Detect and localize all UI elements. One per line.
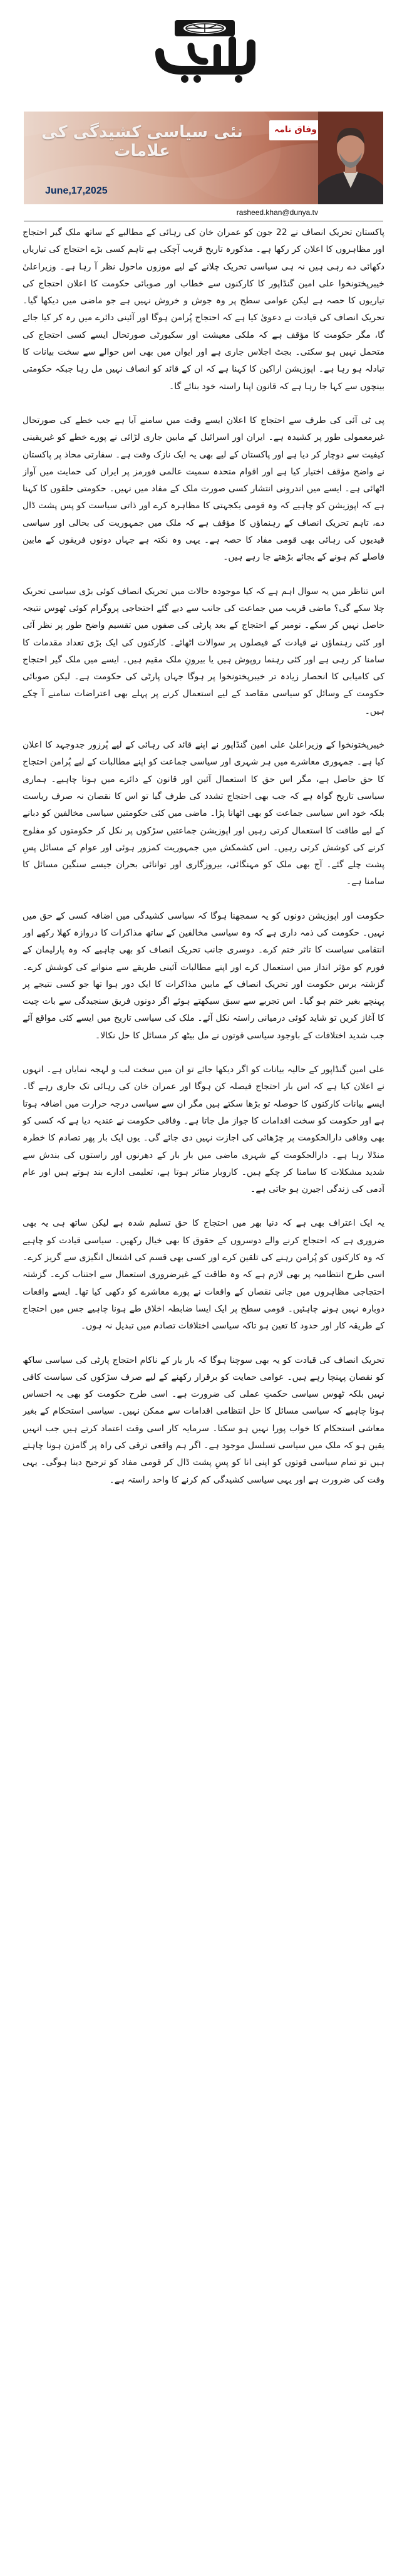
author-email[interactable]: rasheed.khan@dunya.tv xyxy=(236,208,318,217)
publish-date: June,17,2025 xyxy=(45,185,108,196)
brand-badge xyxy=(269,120,322,140)
column-title: نئی سیاسی کشیدگی کی علامات xyxy=(41,123,243,160)
article-paragraph: علی امین گنڈاپور کے حالیہ بیانات کو اگر دیکھا جائے تو ان میں سخت لب و لہجہ نمایاں ہے۔ انہوں نے اعلان کیا ہے کہ اس بار احتجاج فیصلہ کن ہوگا اور عمران خان کی رہائی تک جاری رہے گا۔ ایسے بیانات کارکنوں کا حوصلہ تو بڑھا سکتے ہیں مگر ان سے سیاسی درجہ حرارت میں اضافہ ہوتا ہے اور حکومت کو سخت اقدامات کا جواز مل جاتا ہے۔ وفاقی حکومت نے عندیہ دیا ہے کہ کسی کو بھی وفاقی دارالحکومت پر چڑھائی کی اجازت نہیں دی جائے گی۔ یوں ایک بار پھر تصادم کا خطرہ منڈلا رہا ہے۔ دارالحکومت کے شہری ماضی میں بار بار کے دھرنوں اور راستوں کی بندش سے شدید مشکلات کا سامنا کر چکے ہیں۔ کاروبار متاثر ہوتا ہے، تعلیمی ادارے بند ہوتے ہیں اور عام آدمی کی زندگی اجیرن ہو جاتی ہے۔ xyxy=(23,1065,384,1195)
column-header-banner xyxy=(24,112,383,204)
byline-bar xyxy=(24,204,383,222)
article-paragraph: پی ٹی آئی کی طرف سے احتجاج کا اعلان ایسے وقت میں سامنے آیا ہے جب خطے کی صورتحال غیرمعمولی طور پر کشیدہ ہے۔ ایران اور اسرائیل کے مابین جاری لڑائی نے پورے خطے کو غیریقینی کیفیت سے دوچار کر دیا ہے اور پاکستان کے لیے بھی یہ ایک نازک وقت ہے۔ سفارتی محاذ پر پاکستان نے واضح مؤقف اختیار کیا ہے اور اقوام متحدہ سمیت عالمی فورمز پر ایران کی حمایت میں آواز اٹھائی ہے۔ ایسے میں اندرونی انتشار کسی صورت ملک کے مفاد میں نہیں۔ حکومتی حلقوں کا کہنا ہے کہ اپوزیشن کو چاہیے کہ وہ قومی یکجہتی کا مظاہرہ کرے اور ذاتی سیاست کو پس پشت ڈال دے، تاہم تحریک انصاف کے رہنماؤں کا مؤقف ہے کہ ملک میں جمہوریت کی بحالی اور سیاسی قیدیوں کی رہائی بھی قومی مفاد کا حصہ ہے۔ یہی وہ نکتہ ہے جہاں دونوں فریقوں کے مابین فاصلے کم ہونے کے بجائے بڑھتے جا رہے ہیں۔ xyxy=(23,415,384,563)
article-paragraph: پاکستان تحریک انصاف نے 22 جون کو عمران خان کی رہائی کے مطالبے کے ساتھ ملک گیر احتجاج اور مظاہروں کا اعلان کر رکھا ہے۔ مذکورہ تاریخ قریب آچکی ہے تاہم کسی بڑے احتجاج کی تیاریاں دکھائی دے رہی ہیں نہ ہی سیاسی تحریک چلانے کے لیے موزوں ماحول نظر آ رہا ہے۔ وزیراعلیٰ خیبرپختونخوا علی امین گنڈاپور کا کارکنوں سے خطاب اور صوبائی حکومت کا اعلان احتجاج کی تیاریوں کا حصہ ہے لیکن عوامی سطح پر وہ جوش و خروش نہیں ہے جو ماضی میں دیکھا گیا۔ تحریک انصاف کی قیادت نے دعویٰ کیا ہے کہ احتجاج پُرامن ہوگا اور آئینی دائرے میں رہ کر کیا جائے گا، مگر حکومت کا مؤقف ہے کہ ملکی معیشت اور سکیورٹی صورتحال ایسے کسی احتجاج کی متحمل نہیں ہو سکتی۔ بجٹ اجلاس جاری ہے اور ایوان میں بھی اس حوالے سے سخت بیانات کا تبادلہ ہو رہا ہے۔ اپوزیشن اراکین کا کہنا ہے کہ ان کے قائد کو انصاف نہیں مل رہا جبکہ حکومتی بینچوں سے کہا جا رہا ہے کہ قانون اپنا راستہ خود بنائے گا۔ xyxy=(23,227,384,392)
article-paragraph: خیبرپختونخوا کے وزیراعلیٰ علی امین گنڈاپور نے اپنے قائد کی رہائی کے لیے پُرزور جدوجہد کا اعلان کیا ہے۔ جمہوری معاشرے میں ہر شہری اور سیاسی جماعت کو اپنے مطالبات کے لیے پُرامن احتجاج کا حق حاصل ہے، مگر اس حق کا استعمال آئین اور قانون کے دائرے میں ہونا چاہیے۔ ہماری سیاسی تاریخ گواہ ہے کہ جب بھی احتجاج تشدد کی طرف گیا تو اس کا نقصان نہ صرف ریاست بلکہ خود اس سیاسی جماعت کو بھی اٹھانا پڑا۔ ماضی میں کئی حکومتیں سیاسی مخالفین کو دبانے کے لیے طاقت کا استعمال کرتی رہیں اور اپوزیشن جماعتیں سڑکوں پر نکل کر حکومتوں کو مفلوج کرنے کی کوشش کرتی رہیں۔ اس کشمکش میں جمہوریت کمزور ہوئی اور عوام کے مسائل پسِ پشت چلے گئے۔ آج بھی ملک کو مہنگائی، بیروزگاری اور توانائی بحران جیسے سنگین مسائل کا سامنا ہے۔ xyxy=(23,740,384,887)
columnist-photo-icon xyxy=(318,112,383,204)
article-paragraph: یہ ایک اعتراف بھی ہے کہ دنیا بھر میں احتجاج کا حق تسلیم شدہ ہے لیکن ساتھ ہی یہ بھی ضروری ہے کہ احتجاج کرنے والے دوسروں کے حقوق کا بھی خیال رکھیں۔ سیاسی قیادت کو چاہیے کہ وہ کارکنوں کو پُرامن رہنے کی تلقین کرے اور کسی بھی قسم کی اشتعال انگیزی سے گریز کرے۔ اسی طرح انتظامیہ پر بھی لازم ہے کہ وہ طاقت کے غیرضروری استعمال سے اجتناب کرے۔ گزشتہ احتجاجی مظاہروں میں جانی نقصان کے واقعات نے پورے معاشرے کو دکھی کیا تھا۔ ایسے واقعات دوبارہ نہیں ہونے چاہئیں۔ قومی سطح پر ایک ایسا ضابطہ اخلاق طے ہونا چاہیے جس میں احتجاج کے طریقہ کار اور حدود کا تعین ہو تاکہ سیاسی اختلافات تصادم میں تبدیل نہ ہوں۔ xyxy=(23,1218,384,1332)
article-paragraph: اس تناظر میں یہ سوال اہم ہے کہ کیا موجودہ حالات میں تحریک انصاف کوئی بڑی سیاسی تحریک چلا سکے گی؟ ماضی قریب میں جماعت کی جانب سے دیے گئے احتجاجی پروگرام کوئی ٹھوس نتیجہ حاصل نہیں کر سکے۔ نومبر کے احتجاج کے بعد پارٹی کی صفوں میں تقسیم واضح طور پر نظر آئی اور کئی رہنماؤں نے قیادت کے فیصلوں پر سوالات اٹھائے۔ کارکنوں کی ایک بڑی تعداد مقدمات کا سامنا کر رہی ہے اور کئی رہنما روپوش ہیں یا بیرونِ ملک مقیم ہیں۔ ایسے میں ملک گیر احتجاج کی کامیابی کا انحصار زیادہ تر خیبرپختونخوا پر ہوگا جہاں پارٹی کی حکومت ہے۔ لیکن صوبائی حکومت کے وسائل کو سیاسی مقاصد کے لیے استعمال کرنے پر پہلے بھی اعتراضات سامنے آ چکے ہیں۔ xyxy=(23,586,384,716)
dunya-newspaper-logo-icon xyxy=(147,9,260,88)
masthead xyxy=(0,0,407,107)
article-paragraph: تحریک انصاف کی قیادت کو یہ بھی سوچنا ہوگا کہ بار بار کے ناکام احتجاج پارٹی کی سیاسی ساکھ کو نقصان پہنچا رہے ہیں۔ عوامی حمایت کو برقرار رکھنے کے لیے صرف سڑکوں کی سیاست کافی نہیں بلکہ ٹھوس سیاسی حکمتِ عملی کی ضرورت ہے۔ اسی طرح حکومت کو بھی یہ احساس ہونا چاہیے کہ سیاسی مسائل کا حل انتظامی اقدامات سے ممکن نہیں۔ سیاسی استحکام کے بغیر معاشی استحکام کا خواب پورا نہیں ہو سکتا۔ سرمایہ کار اسی وقت اعتماد کرتے ہیں جب انہیں یقین ہو کہ ملک میں سیاسی تسلسل موجود ہے۔ اگر ہم واقعی ترقی کی راہ پر گامزن ہونا چاہتے ہیں تو تمام سیاسی قوتوں کو اپنی انا کو پسِ پشت ڈال کر قومی مفاد کو ترجیح دینا ہوگی۔ یہی وقت کی ضرورت ہے اور یہی سیاسی کشیدگی کم کرنے کا واحد راستہ ہے۔ xyxy=(23,1355,384,1485)
article-paragraph: حکومت اور اپوزیشن دونوں کو یہ سمجھنا ہوگا کہ سیاسی کشیدگی میں اضافہ کسی کے حق میں نہیں۔ حکومت کی ذمہ داری ہے کہ وہ سیاسی مخالفین کے ساتھ مذاکرات کا دروازہ کھلا رکھے اور انتقامی سیاست کا تاثر ختم کرے۔ دوسری جانب تحریک انصاف کو بھی چاہیے کہ وہ پارلیمان کے فورم کو مؤثر انداز میں استعمال کرے اور اپنے مطالبات آئینی طریقے سے منوانے کی کوشش کرے۔ گزشتہ برس حکومت اور تحریک انصاف کے مابین مذاکرات کا ایک دور ہوا تھا جو کسی نتیجے پر پہنچے بغیر ختم ہو گیا۔ اس تجربے سے سبق سیکھتے ہوئے اگر دونوں فریق سنجیدگی سے بات چیت کا آغاز کریں تو شاید کوئی درمیانی راستہ نکل آئے۔ ملک کی سیاسی تاریخ میں ایسے کئی مواقع آئے جب شدید اختلافات کے باوجود سیاسی قوتوں نے مل بیٹھ کر مسائل کا حل نکالا۔ xyxy=(23,910,384,1041)
article-body xyxy=(23,224,384,2571)
brand-name: وفاق نامہ xyxy=(274,125,317,135)
